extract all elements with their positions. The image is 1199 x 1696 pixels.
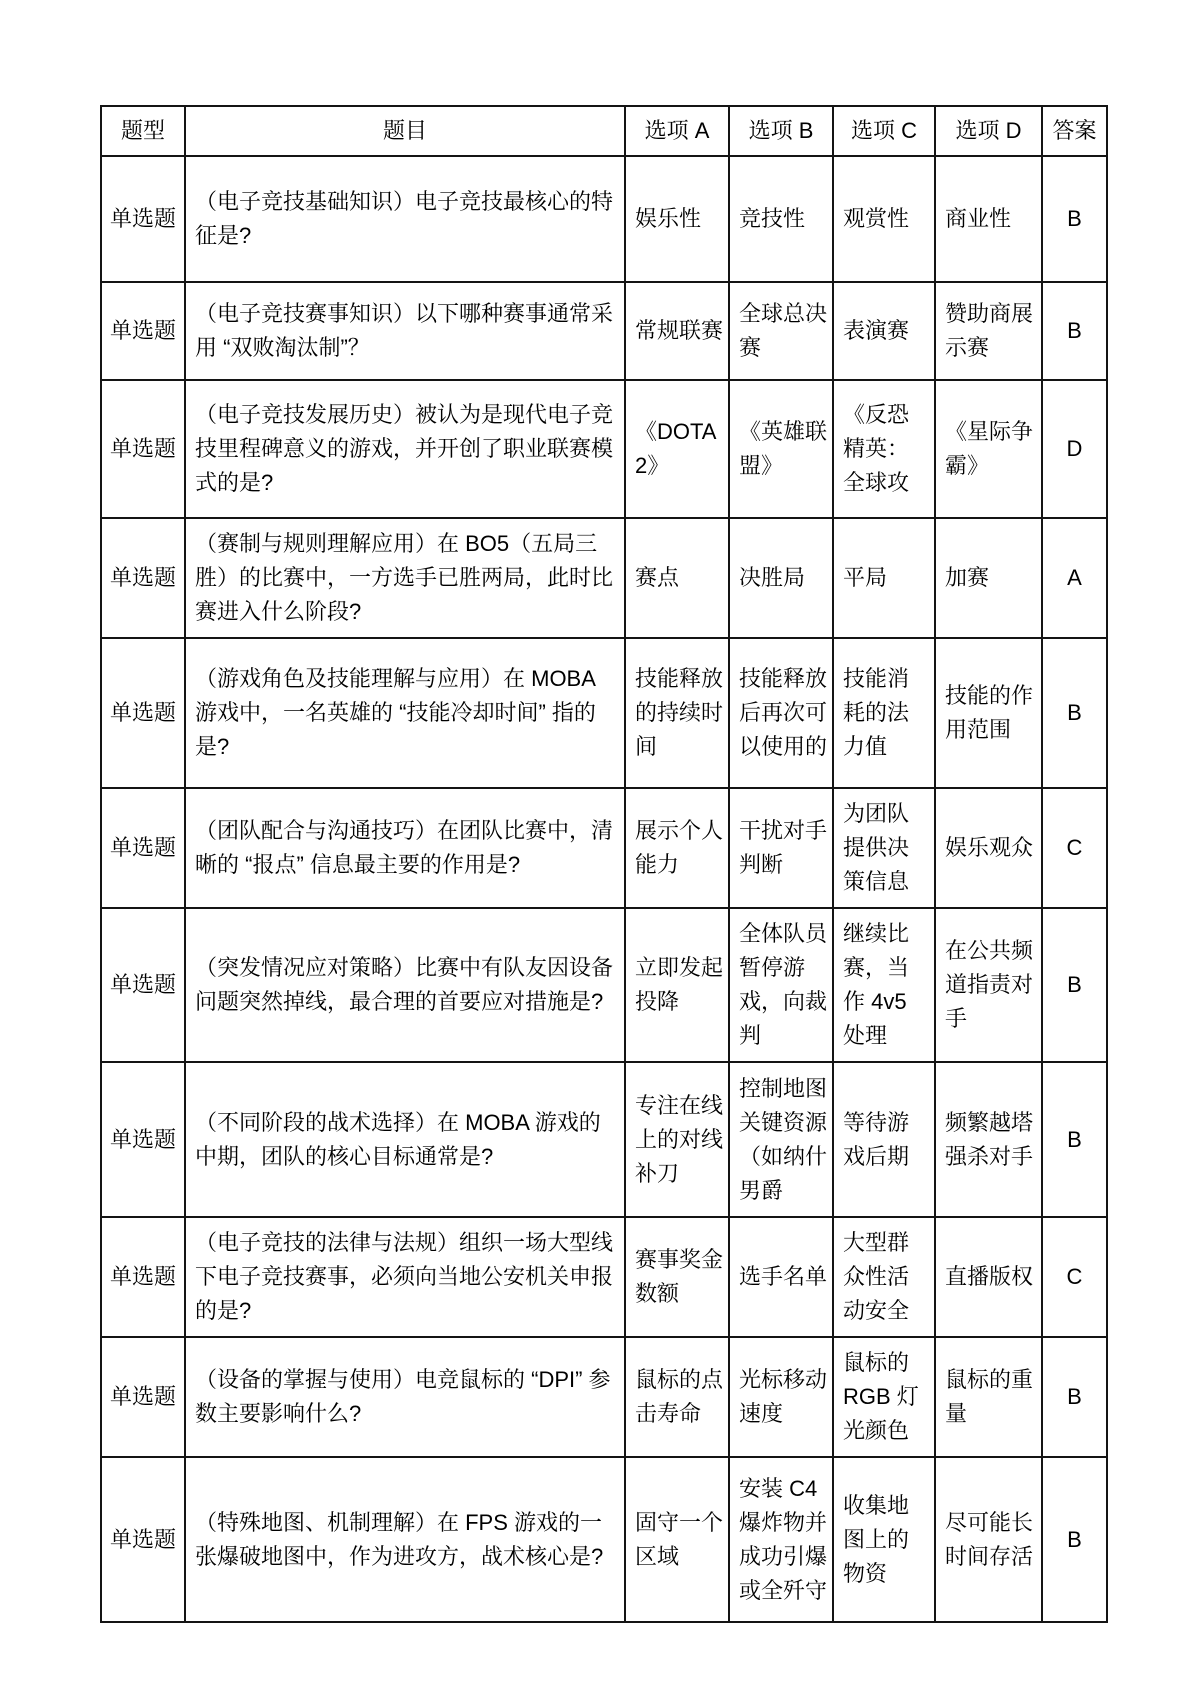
question-cell: （设备的掌握与使用）电竞鼠标的 “DPI” 参数主要影响什么? (185, 1337, 625, 1457)
question-cell: （电子竞技的法律与法规）组织一场大型线下电子竞技赛事，必须向当地公安机关申报的是? (185, 1217, 625, 1337)
option-c-cell: 《反恐精英：全球攻 (833, 380, 935, 518)
option-c-cell: 等待游戏后期 (833, 1062, 935, 1217)
header-question: 题目 (185, 106, 625, 156)
question-cell: （游戏角色及技能理解与应用）在 MOBA 游戏中，一名英雄的 “技能冷却时间” 指的是? (185, 638, 625, 788)
question-cell: （电子竞技发展历史）被认为是现代电子竞技里程碑意义的游戏，并开创了职业联赛模式的是? (185, 380, 625, 518)
table-row (101, 788, 1107, 908)
option-a-cell: 展示个人能力 (625, 788, 729, 908)
option-c-cell: 表演赛 (833, 282, 935, 380)
header-question-type: 题型 (101, 106, 185, 156)
option-d-cell: 《星际争霸》 (935, 380, 1042, 518)
table-row (101, 156, 1107, 282)
table-row (101, 1217, 1107, 1337)
option-b-cell: 《英雄联盟》 (729, 380, 833, 518)
table-row (101, 518, 1107, 638)
option-c-cell: 平局 (833, 518, 935, 638)
option-c-cell: 为团队提供决策信息 (833, 788, 935, 908)
table-row (101, 1062, 1107, 1217)
table-row (101, 908, 1107, 1062)
option-b-cell: 控制地图关键资源（如纳什男爵 (729, 1062, 833, 1217)
option-d-cell: 赞助商展示赛 (935, 282, 1042, 380)
question-cell: （电子竞技基础知识）电子竞技最核心的特征是? (185, 156, 625, 282)
question-cell: （特殊地图、机制理解）在 FPS 游戏的一张爆破地图中，作为进攻方，战术核心是? (185, 1457, 625, 1622)
option-b-cell: 安装 C4 爆炸物并成功引爆或全歼守 (729, 1457, 833, 1622)
option-a-cell: 赛点 (625, 518, 729, 638)
option-d-cell: 直播版权 (935, 1217, 1042, 1337)
option-a-cell: 专注在线上的对线补刀 (625, 1062, 729, 1217)
question-type-cell: 单选题 (101, 1217, 185, 1337)
option-a-cell: 鼠标的点击寿命 (625, 1337, 729, 1457)
option-a-cell: 立即发起投降 (625, 908, 729, 1062)
option-d-cell: 娱乐观众 (935, 788, 1042, 908)
question-type-cell: 单选题 (101, 156, 185, 282)
option-a-cell: 固守一个区域 (625, 1457, 729, 1622)
answer-cell: B (1042, 908, 1107, 1062)
option-d-cell: 频繁越塔强杀对手 (935, 1062, 1042, 1217)
question-type-cell: 单选题 (101, 638, 185, 788)
table-row (101, 638, 1107, 788)
table-row (101, 1337, 1107, 1457)
option-d-cell: 鼠标的重量 (935, 1337, 1042, 1457)
answer-cell: B (1042, 1337, 1107, 1457)
option-a-cell: 赛事奖金数额 (625, 1217, 729, 1337)
quiz-table (100, 105, 1108, 1623)
answer-cell: B (1042, 638, 1107, 788)
option-d-cell: 在公共频道指责对手 (935, 908, 1042, 1062)
question-cell: （不同阶段的战术选择）在 MOBA 游戏的中期，团队的核心目标通常是? (185, 1062, 625, 1217)
table-row (101, 1457, 1107, 1622)
answer-cell: B (1042, 1062, 1107, 1217)
header-option-b: 选项 B (729, 106, 833, 156)
header-option-c: 选项 C (833, 106, 935, 156)
answer-cell: B (1042, 282, 1107, 380)
table-row (101, 282, 1107, 380)
question-cell: （电子竞技赛事知识）以下哪种赛事通常采用 “双败淘汰制”？ (185, 282, 625, 380)
question-type-cell: 单选题 (101, 380, 185, 518)
header-option-d: 选项 D (935, 106, 1042, 156)
option-b-cell: 全体队员暂停游戏，向裁判 (729, 908, 833, 1062)
option-b-cell: 全球总决赛 (729, 282, 833, 380)
option-c-cell: 鼠标的 RGB 灯光颜色 (833, 1337, 935, 1457)
option-b-cell: 选手名单 (729, 1217, 833, 1337)
option-b-cell: 竞技性 (729, 156, 833, 282)
option-c-cell: 收集地图上的物资 (833, 1457, 935, 1622)
question-type-cell: 单选题 (101, 1062, 185, 1217)
answer-cell: A (1042, 518, 1107, 638)
question-cell: （团队配合与沟通技巧）在团队比赛中，清晰的 “报点” 信息最主要的作用是? (185, 788, 625, 908)
quiz-table-container (100, 105, 1106, 1623)
option-a-cell: 《DOTA2》 (625, 380, 729, 518)
answer-cell: B (1042, 1457, 1107, 1622)
option-a-cell: 技能释放的持续时间 (625, 638, 729, 788)
option-c-cell: 大型群众性活动安全 (833, 1217, 935, 1337)
question-type-cell: 单选题 (101, 1337, 185, 1457)
answer-cell: C (1042, 1217, 1107, 1337)
answer-cell: B (1042, 156, 1107, 282)
question-type-cell: 单选题 (101, 1457, 185, 1622)
option-c-cell: 观赏性 (833, 156, 935, 282)
option-d-cell: 加赛 (935, 518, 1042, 638)
option-b-cell: 光标移动速度 (729, 1337, 833, 1457)
table-row (101, 380, 1107, 518)
question-type-cell: 单选题 (101, 518, 185, 638)
option-b-cell: 干扰对手判断 (729, 788, 833, 908)
option-a-cell: 娱乐性 (625, 156, 729, 282)
option-d-cell: 商业性 (935, 156, 1042, 282)
question-type-cell: 单选题 (101, 788, 185, 908)
option-b-cell: 技能释放后再次可以使用的 (729, 638, 833, 788)
option-c-cell: 继续比赛，当作 4v5 处理 (833, 908, 935, 1062)
header-option-a: 选项 A (625, 106, 729, 156)
answer-cell: C (1042, 788, 1107, 908)
question-type-cell: 单选题 (101, 908, 185, 1062)
header-answer: 答案 (1042, 106, 1107, 156)
answer-cell: D (1042, 380, 1107, 518)
option-d-cell: 尽可能长时间存活 (935, 1457, 1042, 1622)
question-cell: （赛制与规则理解应用）在 BO5（五局三胜）的比赛中，一方选手已胜两局，此时比赛进入什么阶段? (185, 518, 625, 638)
option-a-cell: 常规联赛 (625, 282, 729, 380)
header-row (101, 106, 1107, 156)
question-type-cell: 单选题 (101, 282, 185, 380)
option-c-cell: 技能消耗的法力值 (833, 638, 935, 788)
question-cell: （突发情况应对策略）比赛中有队友因设备问题突然掉线，最合理的首要应对措施是? (185, 908, 625, 1062)
option-b-cell: 决胜局 (729, 518, 833, 638)
option-d-cell: 技能的作用范围 (935, 638, 1042, 788)
